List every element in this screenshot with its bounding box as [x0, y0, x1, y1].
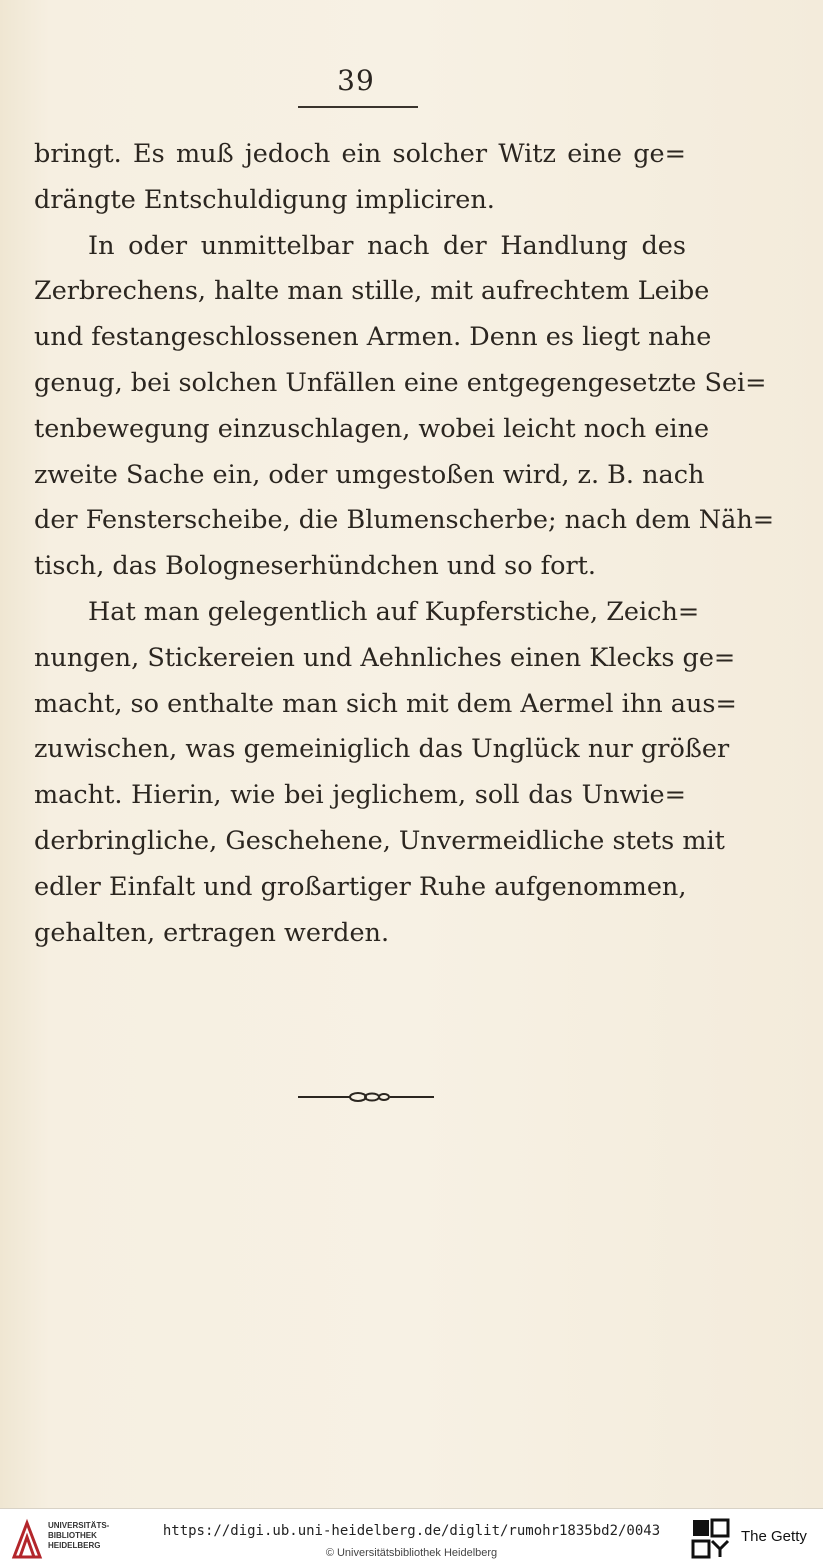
- text-line: nungen, Stickereien und Aehnliches einen Klecks ge=: [34, 642, 736, 673]
- text-line: zuwischen, was gemeiniglich das Unglück nur größer: [34, 734, 730, 765]
- getty-logo-icon: [692, 1519, 730, 1559]
- text-line: macht, so enthalte man sich mit dem Aermel ihn aus=: [34, 688, 737, 719]
- text-line: drängte Entschuldigung impliciren.: [34, 184, 495, 215]
- text-line: und festangeschlossenen Armen. Denn es liegt nahe: [34, 322, 712, 353]
- text-line: tenbewegung einzuschlagen, wobei leicht noch eine: [34, 413, 710, 444]
- library-name: UNIVERSITÄTS- BIBLIOTHEK HEIDELBERG: [48, 1521, 110, 1550]
- text-line: gehalten, ertragen werden.: [34, 917, 390, 948]
- text-line: bringt. Es muß jedoch ein solcher Witz eine ge=: [34, 139, 686, 169]
- ornamental-divider: [298, 1088, 434, 1106]
- text-line: zweite Sache ein, oder umgestoßen wird, z. B. nach: [34, 459, 705, 490]
- sponsor-name: The Getty: [741, 1528, 807, 1545]
- text-line: derbringliche, Geschehene, Unvermeidliche stets mit: [34, 826, 725, 856]
- text-line: Zerbrechens, halte man stille, mit aufrechtem Leibe: [34, 276, 710, 307]
- text-line: edler Einfalt und großartiger Ruhe aufgenommen,: [34, 871, 687, 902]
- text-line: der Fensterscheibe, die Blumenscherbe; nach dem Näh=: [34, 505, 775, 536]
- text-line: In oder unmittelbar nach der Handlung des: [88, 230, 686, 261]
- document-url[interactable]: https://digi.ub.uni-heidelberg.de/diglit/rumohr1835bd2/0043: [162, 1523, 661, 1539]
- text-line: Hat man gelegentlich auf Kupferstiche, Zeich=: [88, 597, 700, 627]
- text-line: genug, bei solchen Unfällen eine entgegengesetzte Sei=: [34, 368, 767, 398]
- copyright-notice: © Universitätsbibliothek Heidelberg: [325, 1547, 498, 1559]
- footer-bar: [0, 1508, 823, 1567]
- text-line: tisch, das Bologneserhündchen und so fort.: [34, 551, 596, 582]
- page-number: 39: [337, 64, 375, 97]
- text-line: macht. Hierin, wie bei jeglichem, soll das Unwie=: [34, 780, 686, 811]
- page-number-rule: [298, 106, 418, 108]
